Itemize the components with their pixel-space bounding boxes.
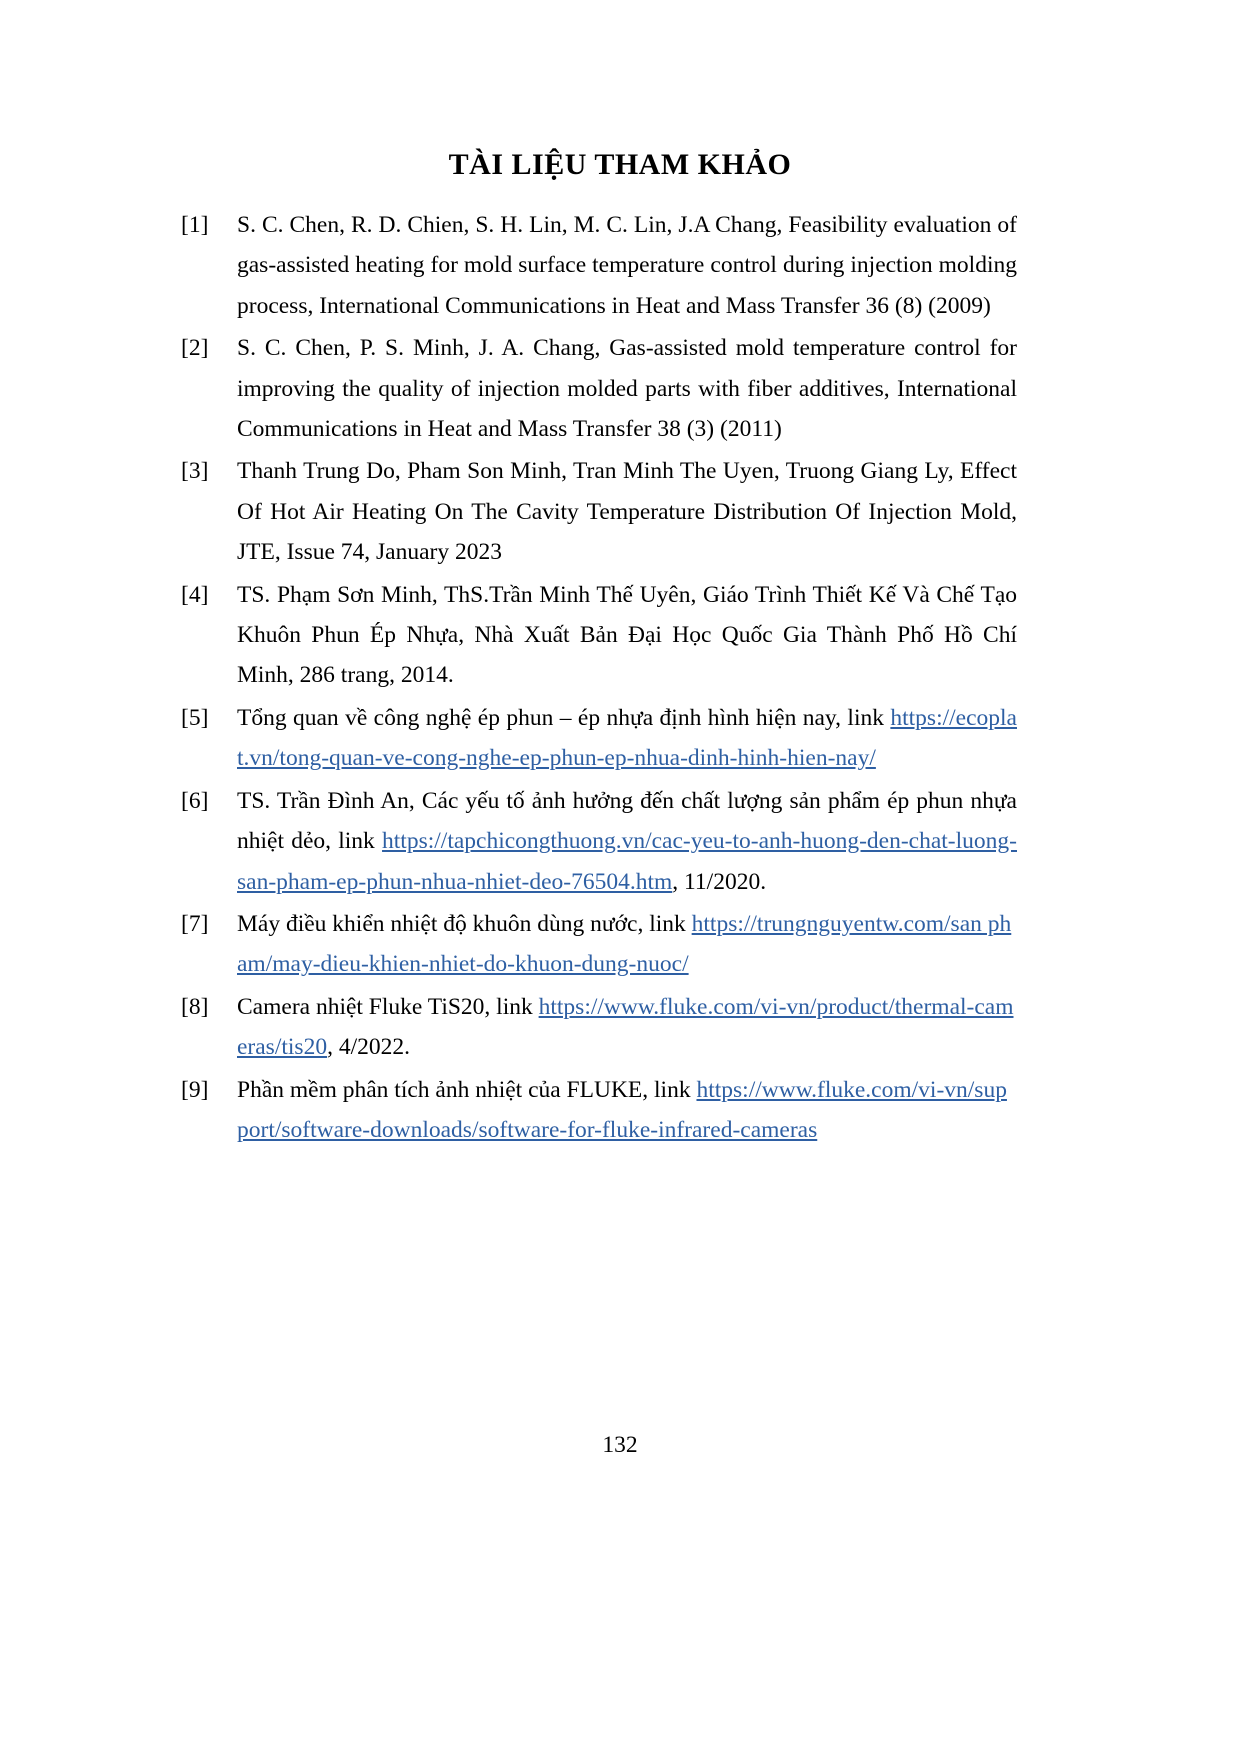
reference-number: [4]	[181, 581, 209, 608]
reference-text-run: Thanh Trung Do, Pham Son Minh, Tran Minh The Uyen, Truong Giang Ly, Effect Of Hot Air Heating On The Cavity Temperature Distribution Of Injection Mold, JTE, Issue 74, January 2023	[237, 458, 1017, 566]
reference-text-run: Tổng quan về công nghệ ép phun – ép nhựa định hình hiện nay, link	[237, 704, 891, 731]
reference-text	[237, 904, 1017, 985]
reference-text	[237, 781, 1017, 902]
reference-item	[181, 904, 1017, 985]
reference-item	[181, 781, 1017, 902]
reference-link[interactable]: https://www.fluke.com/vi-vn/product/thermal-cameras/tis20	[237, 993, 1014, 1061]
page-number: 132	[602, 1432, 638, 1458]
reference-text-run: S. C. Chen, R. D. Chien, S. H. Lin, M. C. Lin, J.A Chang, Feasibility evaluation of gas-assisted heating for mold surface temperature control during injection molding process, International Communications in Heat and Mass Transfer 36 (8) (2009)	[237, 212, 1017, 319]
page-title: TÀI LIỆU THAM KHẢO	[448, 148, 792, 181]
reference-link[interactable]: https://www.fluke.com/vi-vn/support/software-downloads/software-for-fluke-infrared-cameras	[237, 1076, 1007, 1143]
reference-item	[181, 698, 1017, 779]
reference-list	[181, 205, 1017, 1152]
reference-text-run: , 11/2020.	[672, 868, 767, 895]
reference-number: [3]	[181, 458, 209, 485]
reference-number: [2]	[181, 335, 209, 362]
reference-text	[237, 987, 1017, 1068]
reference-text-run: TS. Phạm Sơn Minh, ThS.Trần Minh Thế Uyên, Giáo Trình Thiết Kế Và Chế Tạo Khuôn Phun Ép Nhựa, Nhà Xuất Bản Đại Học Quốc Gia Thành Phố Hồ Chí Minh, 286 trang, 2014.	[237, 581, 1017, 689]
reference-text-run: Camera nhiệt Fluke TiS20, link	[237, 993, 539, 1020]
reference-item	[181, 451, 1017, 572]
reference-text-run: TS. Trần Đình An, Các yếu tố ảnh hưởng đến chất lượng sản phẩm ép phun nhựa nhiệt dẻo, link	[237, 787, 1017, 855]
reference-number: [9]	[181, 1076, 209, 1103]
reference-item	[181, 205, 1017, 326]
reference-text-run: S. C. Chen, P. S. Minh, J. A. Chang, Gas-assisted mold temperature control for improving the quality of injection molded parts with fiber additives, International Communications in Heat and Mass Transfer 38 (3) (2011)	[237, 335, 1017, 443]
reference-number: [6]	[181, 787, 209, 814]
reference-number: [7]	[181, 910, 209, 937]
reference-text-run: , 4/2022.	[327, 1034, 410, 1061]
reference-item	[181, 1070, 1017, 1151]
reference-text	[237, 328, 1017, 449]
reference-number: [8]	[181, 993, 209, 1020]
reference-link[interactable]: https://tapchicongthuong.vn/cac-yeu-to-anh-huong-den-chat-luong-san-pham-ep-phun-nhua-nhiet-deo-76504.htm	[237, 828, 1017, 895]
reference-text	[237, 698, 1017, 779]
reference-item	[181, 328, 1017, 449]
reference-item	[181, 987, 1017, 1068]
reference-text	[237, 575, 1017, 696]
reference-link[interactable]: https://ecoplat.vn/tong-quan-ve-cong-nghe-ep-phun-ep-nhua-dinh-hinh-hien-nay/	[237, 704, 1017, 772]
reference-text-run: Phần mềm phân tích ảnh nhiệt của FLUKE, link	[237, 1076, 697, 1103]
reference-number: [5]	[181, 704, 209, 731]
reference-link[interactable]: https://trungnguyentw.com/san pham/may-dieu-khien-nhiet-do-khuon-dung-nuoc/	[237, 910, 1012, 978]
reference-number: [1]	[181, 212, 209, 238]
reference-text-run: Máy điều khiển nhiệt độ khuôn dùng nước, link	[237, 910, 692, 937]
reference-text	[237, 205, 1017, 326]
reference-text	[237, 1070, 1017, 1151]
reference-text	[237, 451, 1017, 572]
reference-item	[181, 575, 1017, 696]
